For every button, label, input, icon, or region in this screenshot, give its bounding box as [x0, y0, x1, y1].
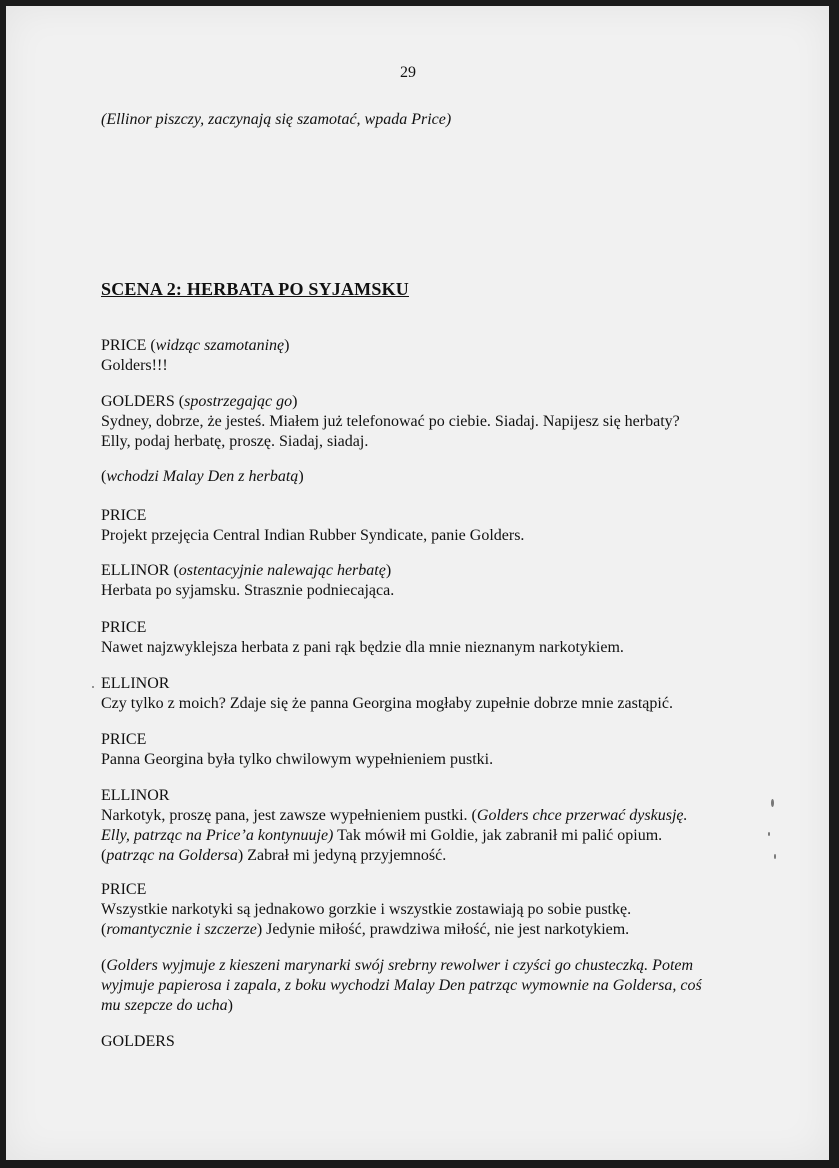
- scan-speck: [92, 686, 94, 688]
- dialogue-text: Golders!!!: [101, 357, 168, 374]
- dialogue-text: Herbata po syjamsku. Strasznie podniecająca.: [101, 582, 395, 599]
- paren: (: [101, 921, 107, 938]
- dialogue-block-golders-2: [101, 1032, 741, 1052]
- speaker-name: PRICE: [101, 619, 147, 636]
- dialogue-text: Elly, podaj herbatę, proszę. Siadaj, siadaj.: [101, 433, 369, 450]
- stage-direction-block-1: [101, 467, 741, 487]
- stage-direction: ostentacyjnie nalewając herbatę: [178, 562, 386, 579]
- stage-direction-block-2: [101, 956, 741, 1016]
- scene-heading: SCENA 2: HERBATA PO SYJAMSKU: [101, 279, 409, 299]
- paren: (: [174, 393, 185, 410]
- paren: ): [385, 562, 392, 579]
- speaker-name: ELLINOR: [101, 562, 170, 579]
- speaker-name: PRICE: [101, 337, 147, 354]
- stage-direction: widząc szamotaninę: [155, 337, 285, 354]
- stage-direction: patrząc na Goldersa: [106, 847, 238, 864]
- dialogue-block-price-3: [101, 618, 741, 658]
- stage-direction: romantycznie i szczerze: [106, 921, 257, 938]
- paren: ): [227, 997, 233, 1014]
- dialogue-block-ellinor-1: [101, 561, 741, 601]
- stage-direction: spostrzegając go: [184, 393, 293, 410]
- dialogue-text: Tak mówił mi Goldie, jak zabranił mi palić opium.: [333, 827, 663, 844]
- dialogue-text: Czy tylko z moich? Zdaje się że panna Georgina mogłaby zupełnie dobrze mnie zastąpić.: [101, 695, 673, 712]
- scan-speck: [768, 832, 770, 836]
- document-page: [6, 6, 829, 1160]
- speaker-name: ELLINOR: [101, 675, 170, 692]
- dialogue-text: Panna Georgina była tylko chwilowym wypełnieniem pustki.: [101, 751, 494, 768]
- dialogue-block-price-1: [101, 336, 741, 376]
- paren: (: [169, 562, 179, 579]
- stage-direction: wyjmuje papierosa i zapala, z boku wychodzi Malay Den patrząc wymownie na Goldersa, coś: [101, 977, 702, 994]
- dialogue-block-ellinor-2: [101, 674, 741, 714]
- stage-direction: mu szepcze do ucha: [101, 997, 228, 1014]
- speaker-name: GOLDERS: [101, 1033, 175, 1050]
- speaker-name: PRICE: [101, 881, 147, 898]
- dialogue-block-ellinor-3: [101, 786, 741, 866]
- dialogue-block-golders-1: [101, 392, 741, 452]
- stage-direction-text: (Ellinor piszczy, zaczynają się szamotać, wpada Price): [101, 111, 452, 128]
- stage-direction: wchodzi Malay Den z herbatą: [106, 468, 299, 485]
- scan-speck: [771, 799, 774, 807]
- speaker-name: ELLINOR: [101, 787, 170, 804]
- paren: ): [298, 468, 304, 485]
- scan-speck: [774, 854, 776, 859]
- dialogue-text: ) Jedynie miłość, prawdziwa miłość, nie jest narkotykiem.: [256, 921, 630, 938]
- paren: (: [101, 847, 107, 864]
- paren: ): [284, 337, 290, 354]
- speaker-name: PRICE: [101, 731, 147, 748]
- dialogue-text: Wszystkie narkotyki są jednakowo gorzkie i wszystkie zostawiają po sobie pustkę.: [101, 901, 632, 918]
- dialogue-text: Nawet najzwyklejsza herbata z pani rąk będzie dla mnie nieznanym narkotykiem.: [101, 639, 624, 656]
- stage-direction: Golders wyjmuje z kieszeni marynarki swój srebrny rewolwer i czyści go chusteczką. Potem: [106, 957, 694, 974]
- dialogue-block-price-4: [101, 730, 741, 770]
- dialogue-block-price-2: [101, 506, 741, 546]
- stage-direction-top: [101, 110, 741, 130]
- paren: (: [101, 468, 107, 485]
- dialogue-text: Sydney, dobrze, że jesteś. Miałem już telefonować po ciebie. Siadaj. Napijesz się herbaty?: [101, 413, 680, 430]
- paren: ): [292, 393, 298, 410]
- dialogue-block-price-5: [101, 880, 741, 940]
- stage-direction: Elly, patrząc na Price’a kontynuuje): [101, 827, 334, 844]
- stage-direction: Golders chce przerwać dyskusję.: [476, 807, 688, 824]
- speaker-name: PRICE: [101, 507, 147, 524]
- dialogue-text: Narkotyk, proszę pana, jest zawsze wypełnieniem pustki. (: [101, 807, 477, 824]
- paren: (: [146, 337, 156, 354]
- paren: (: [101, 957, 107, 974]
- page-number: 29: [400, 64, 416, 81]
- dialogue-text: ) Zabrał mi jedyną przyjemność.: [237, 847, 447, 864]
- speaker-name: GOLDERS: [101, 393, 175, 410]
- dialogue-text: Projekt przejęcia Central Indian Rubber Syndicate, panie Golders.: [101, 527, 525, 544]
